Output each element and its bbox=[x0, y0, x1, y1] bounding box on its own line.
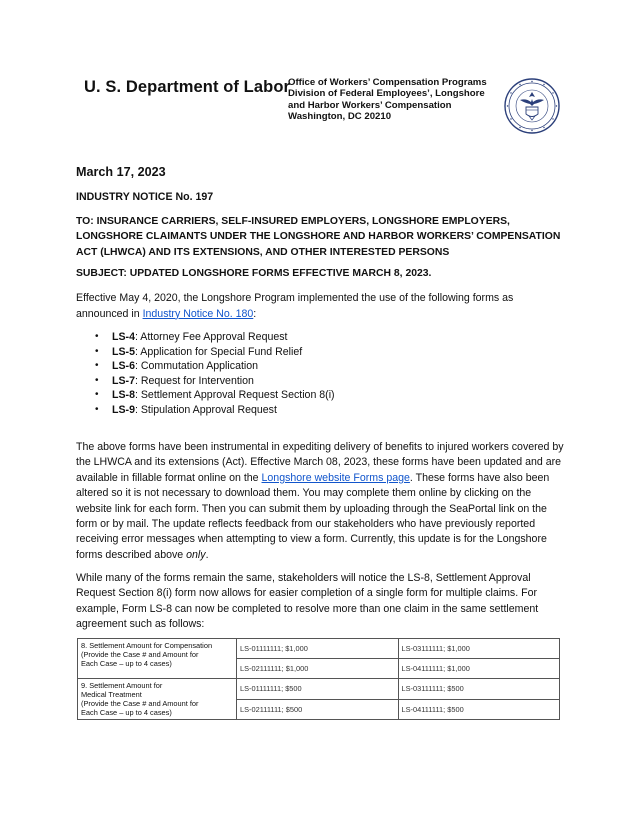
row-label bbox=[78, 679, 237, 720]
form-code: LS-6 bbox=[112, 360, 135, 373]
form-desc: : Commutation Application bbox=[134, 360, 259, 373]
row-label bbox=[78, 639, 237, 679]
form-desc: : Request for Intervention bbox=[134, 374, 254, 387]
office-line: and Harbor Workers’ Compensation bbox=[288, 99, 452, 111]
intro-suffix: : bbox=[253, 307, 257, 320]
intro-text: Effective May 4, 2020, the Longshore Program implemented the use of the following forms as announced in bbox=[76, 292, 514, 320]
label-line: Medical Treatment bbox=[81, 690, 142, 699]
department-title: U. S. Department of Labor bbox=[84, 78, 291, 96]
table-row bbox=[78, 639, 560, 659]
bullet-icon: • bbox=[95, 389, 99, 401]
bullet-icon: • bbox=[95, 345, 99, 357]
ls8-example-paragraph: While many of the forms remain the same, stakeholders will notice the LS-8, Settlement Approval Request Section 8(i) form now allows for easier completion of a single form for multiple claims. For example, Form LS-8 can now be completed to resolve more than one claim in the same settlement agreement such as follows: bbox=[76, 572, 539, 631]
form-desc: : Stipulation Approval Request bbox=[134, 403, 277, 416]
intro-paragraph bbox=[76, 291, 564, 322]
label-line: Each Case – up to 4 cases) bbox=[81, 708, 172, 717]
case-amount-cell: LS-02111111; $500 bbox=[237, 699, 399, 720]
paragraph-text: . These forms have also been altered so it is not necessary to download them. You may complete them online by clicking on the website link for each form. Then you can submit them by uploading through the SeaPortal link on the form or by mail. The update reflects feedback from our stakeholders who have previously reported receiving error messages when attempting to view a form. Currently, this update is for the Longshore forms described above bbox=[76, 471, 550, 561]
recipients: TO: INSURANCE CARRIERS, SELF-INSURED EMPLOYERS, LONGSHORE EMPLOYERS, LONGSHORE CLAIMANTS UNDER THE LONGSHORE AND HARBOR WORKERS’ COMPENSATION ACT (LHWCA) AND ITS EXTENSIONS, AND OTHER INTERESTED PERSONS bbox=[76, 216, 561, 258]
case-amount-cell: LS-03111111; $1,000 bbox=[398, 639, 560, 659]
forms-update-paragraph bbox=[76, 440, 564, 563]
form-code: LS-5 bbox=[112, 345, 135, 358]
form-desc: : Settlement Approval Request Section 8(i) bbox=[134, 389, 335, 402]
paragraph-text: . bbox=[205, 548, 209, 561]
form-code: LS-4 bbox=[112, 331, 135, 343]
settlement-amount-table bbox=[77, 638, 560, 720]
case-amount-cell: LS-01111111; $500 bbox=[237, 679, 399, 700]
notice-number: INDUSTRY NOTICE No. 197 bbox=[76, 191, 214, 203]
case-amount-cell: LS-02111111; $1,000 bbox=[237, 659, 399, 679]
label-line: (Provide the Case # and Amount for bbox=[81, 650, 199, 659]
paragraph-text: The above forms have been instrumental in expediting delivery of benefits to injured workers covered by the LHWCA and its extensions (Act). Effective March 08, 2023, these forms have been updated and are available in fillable format online on the bbox=[76, 441, 564, 484]
office-address bbox=[288, 77, 498, 123]
list-item bbox=[95, 359, 335, 374]
label-line: 8. Settlement Amount for Compensation bbox=[81, 641, 213, 650]
label-line: Each Case – up to 4 cases) bbox=[81, 659, 172, 668]
bullet-icon: • bbox=[95, 374, 99, 386]
case-amount-cell: LS-01111111; $1,000 bbox=[237, 639, 399, 659]
emphasis-text: only bbox=[186, 548, 206, 561]
bullet-icon: • bbox=[95, 403, 99, 415]
list-item bbox=[95, 374, 335, 389]
list-item bbox=[95, 330, 335, 345]
office-line: Division of Federal Employees’, Longshore bbox=[288, 88, 485, 100]
case-amount-cell: LS-03111111; $500 bbox=[398, 679, 560, 700]
office-line: Office of Workers’ Compensation Programs bbox=[288, 77, 487, 88]
case-amount-cell: LS-04111111; $500 bbox=[398, 699, 560, 720]
form-desc: : Application for Special Fund Relief bbox=[134, 345, 303, 358]
label-line: (Provide the Case # and Amount for bbox=[81, 699, 199, 708]
department-seal-icon bbox=[504, 78, 560, 134]
form-desc: : Attorney Fee Approval Request bbox=[134, 331, 288, 343]
notice-date: March 17, 2023 bbox=[76, 165, 166, 179]
list-item bbox=[95, 345, 335, 360]
form-code: LS-8 bbox=[112, 389, 135, 402]
industry-notice-180-link[interactable]: Industry Notice No. 180 bbox=[142, 307, 254, 320]
form-code: LS-7 bbox=[112, 374, 135, 387]
office-line: Washington, DC 20210 bbox=[288, 111, 392, 123]
table-row bbox=[78, 679, 560, 700]
bullet-icon: • bbox=[95, 360, 99, 372]
bullet-icon: • bbox=[95, 331, 99, 342]
forms-list bbox=[95, 330, 335, 418]
label-line: 9. Settlement Amount for bbox=[81, 681, 163, 690]
case-amount-cell: LS-04111111; $1,000 bbox=[398, 659, 560, 679]
list-item bbox=[95, 388, 335, 403]
form-code: LS-9 bbox=[112, 403, 135, 416]
longshore-forms-page-link[interactable]: Longshore website Forms page bbox=[261, 471, 410, 484]
list-item bbox=[95, 403, 335, 418]
subject-line: SUBJECT: UPDATED LONGSHORE FORMS EFFECTIVE MARCH 8, 2023. bbox=[76, 268, 432, 279]
